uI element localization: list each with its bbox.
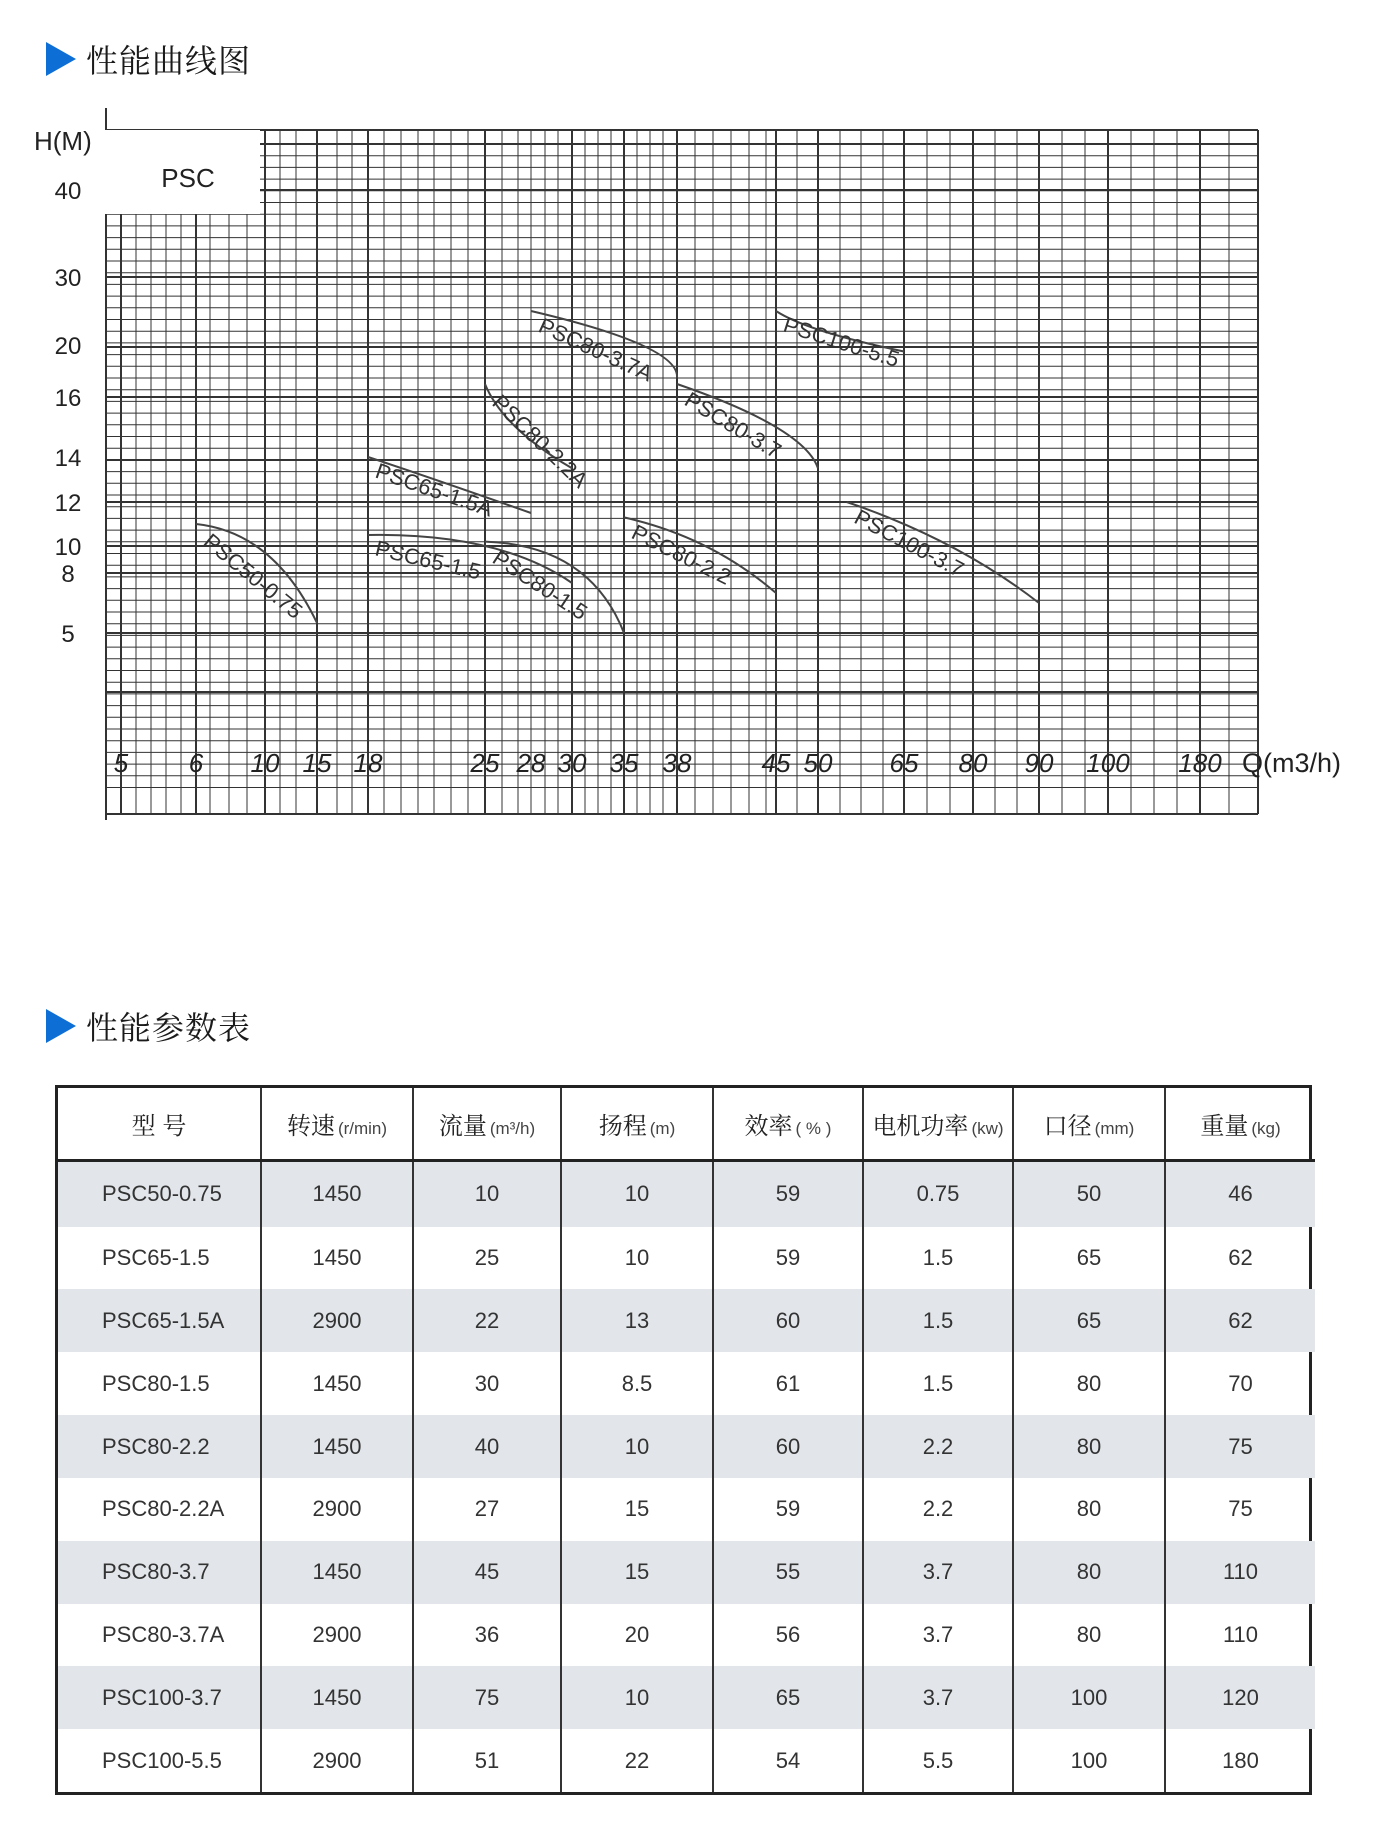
value-cell: 2.2 (863, 1415, 1013, 1478)
value-cell: 80 (1013, 1352, 1165, 1415)
value-cell: 1.5 (863, 1227, 1013, 1290)
table-row (58, 1352, 1315, 1415)
table-row (58, 1604, 1315, 1667)
value-cell: 3.7 (863, 1541, 1013, 1604)
y-tick-label: 12 (54, 490, 82, 517)
value-cell: 20 (561, 1604, 713, 1667)
model-cell: PSC100-5.5 (58, 1729, 261, 1792)
value-cell: 2.2 (863, 1478, 1013, 1541)
value-cell: 8.5 (561, 1352, 713, 1415)
table-header-cell (1013, 1088, 1165, 1161)
value-cell: 100 (1013, 1666, 1165, 1729)
value-cell: 59 (713, 1227, 863, 1290)
x-tick-label: 5 (113, 748, 129, 778)
value-cell: 10 (561, 1227, 713, 1290)
value-cell: 1.5 (863, 1352, 1013, 1415)
performance-curve-chart (0, 100, 1380, 900)
x-tick-label: 50 (803, 748, 833, 778)
table-header-cell (863, 1088, 1013, 1161)
y-tick-label: 10 (54, 534, 82, 561)
value-cell: 3.7 (863, 1666, 1013, 1729)
value-cell: 1450 (261, 1227, 413, 1290)
x-tick-label: 38 (662, 748, 692, 778)
value-cell: 2900 (261, 1604, 413, 1667)
header-unit: (kw) (971, 1119, 1004, 1138)
value-cell: 51 (413, 1729, 561, 1792)
table-row (58, 1478, 1315, 1541)
header-unit: (m) (649, 1119, 676, 1138)
model-cell: PSC80-2.2A (58, 1478, 261, 1541)
value-cell: 1450 (261, 1666, 413, 1729)
value-cell: 62 (1165, 1289, 1315, 1352)
value-cell: 50 (1013, 1161, 1165, 1227)
pump-curve-label: PSC80-2.2 (627, 519, 736, 590)
value-cell: 65 (1013, 1289, 1165, 1352)
value-cell: 2900 (261, 1289, 413, 1352)
value-cell: 15 (561, 1541, 713, 1604)
table-row (58, 1289, 1315, 1352)
value-cell: 62 (1228, 1245, 1253, 1271)
x-tick-label: 25 (470, 748, 500, 778)
value-cell: 40 (413, 1415, 561, 1478)
value-cell: 54 (713, 1729, 863, 1792)
value-cell: 3.7 (863, 1604, 1013, 1667)
table-row (58, 1227, 1315, 1290)
value-cell: 1450 (261, 1352, 413, 1415)
y-tick-label: 8 (61, 561, 75, 588)
header-unit: (r/min) (337, 1119, 388, 1138)
value-cell: 27 (413, 1478, 561, 1541)
pump-curve-label: PSC65-1.5 (372, 535, 484, 585)
value-cell: 70 (1228, 1370, 1253, 1396)
header-unit: (kg) (1251, 1119, 1281, 1138)
value-cell: 80 (1013, 1415, 1165, 1478)
value-cell: 75 (1165, 1415, 1315, 1478)
header-unit: ( % ) (795, 1119, 832, 1138)
model-cell: PSC50-0.75 (58, 1161, 261, 1227)
x-tick-label: 80 (958, 748, 988, 778)
value-cell: 110 (1222, 1621, 1259, 1647)
value-cell: 2900 (261, 1478, 413, 1541)
header-label: 重量 (1200, 1113, 1249, 1140)
header-unit: (m³/h) (489, 1119, 536, 1138)
value-cell: 110 (1165, 1541, 1315, 1604)
model-cell: PSC100-3.7 (58, 1666, 261, 1729)
header-label: 流量 (438, 1113, 487, 1140)
y-tick-label: 20 (54, 333, 82, 360)
value-cell: 61 (713, 1352, 863, 1415)
header-label: 型 号 (131, 1113, 187, 1140)
header-label: 口径 (1043, 1113, 1092, 1140)
value-cell: 0.75 (863, 1161, 1013, 1227)
value-cell: 59 (713, 1478, 863, 1541)
x-tick-label: 65 (889, 748, 919, 778)
model-cell: PSC65-1.5 (58, 1227, 261, 1290)
x-tick-label: 30 (557, 748, 587, 778)
value-cell: 5.5 (863, 1729, 1013, 1792)
value-cell: 80 (1013, 1478, 1165, 1541)
value-cell: 75 (413, 1666, 561, 1729)
value-cell: 22 (561, 1729, 713, 1792)
table-header-cell (713, 1088, 863, 1161)
value-cell: 10 (561, 1415, 713, 1478)
value-cell: 75 (1228, 1496, 1253, 1522)
y-tick-label: 5 (61, 621, 75, 648)
y-axis-label: H(M) (34, 126, 92, 156)
x-tick-label: 6 (188, 748, 204, 778)
value-cell: 30 (413, 1352, 561, 1415)
pump-curve-label: PSC80-1.5 (488, 544, 592, 625)
value-cell: 1450 (261, 1415, 413, 1478)
parameter-table (55, 1085, 1312, 1795)
header-unit: (mm) (1094, 1119, 1135, 1138)
table-section-header (46, 1003, 251, 1049)
table-header-cell (261, 1088, 413, 1161)
model-cell: PSC80-2.2 (58, 1415, 261, 1478)
header-label: 电机功率 (872, 1113, 969, 1140)
x-tick-label: 15 (302, 748, 332, 778)
pump-curve-label: PSC50-0.75 (198, 528, 308, 624)
x-tick-label: 180 (1178, 748, 1222, 778)
value-cell: 65 (1013, 1227, 1165, 1290)
value-cell: 2900 (261, 1729, 413, 1792)
header-label: 效率 (744, 1113, 793, 1140)
pump-curve-label: PSC100-3.7 (850, 504, 969, 583)
value-cell: 60 (713, 1289, 863, 1352)
x-axis-label: Q(m3/h) (1242, 748, 1342, 778)
header-label: 转速 (286, 1113, 335, 1140)
model-cell: PSC80-3.7 (58, 1541, 261, 1604)
pump-curve-label: PSC80-3.7 (680, 386, 786, 464)
value-cell: 100 (1013, 1729, 1165, 1792)
table-header-row (58, 1088, 1315, 1161)
value-cell: 10 (561, 1161, 713, 1227)
table-header-cell (413, 1088, 561, 1161)
y-tick-labels (55, 178, 82, 648)
x-tick-label: 10 (250, 748, 280, 778)
value-cell: 56 (713, 1604, 863, 1667)
x-tick-label: 28 (516, 748, 546, 778)
table-body (58, 1161, 1315, 1793)
table-row (58, 1666, 1315, 1729)
x-tick-label: 45 (761, 748, 791, 778)
model-cell: PSC80-1.5 (58, 1352, 261, 1415)
value-cell: 55 (713, 1541, 863, 1604)
value-cell: 10 (561, 1666, 713, 1729)
table-header-cell (1165, 1088, 1315, 1161)
x-tick-label: 18 (353, 748, 383, 778)
x-tick-label: 90 (1024, 748, 1054, 778)
triangle-bullet-icon (46, 42, 76, 76)
value-cell: 45 (413, 1541, 561, 1604)
table-row (58, 1161, 1315, 1227)
value-cell: 120 (1165, 1666, 1315, 1729)
table-row (58, 1729, 1315, 1792)
value-cell: 80 (1013, 1604, 1165, 1667)
pump-curve-label: PSC65-1.5A (372, 458, 497, 522)
x-tick-label: 100 (1086, 748, 1130, 778)
legend-box-label: PSC (161, 163, 215, 193)
value-cell: 65 (713, 1666, 863, 1729)
pump-curve-label: PSC80-2.2A (487, 389, 593, 493)
value-cell: 180 (1222, 1747, 1259, 1773)
curve-section-title: 性能曲线图 (86, 42, 252, 80)
table-section-title: 性能参数表 (86, 1009, 252, 1047)
value-cell: 1.5 (863, 1289, 1013, 1352)
y-tick-label: 30 (54, 265, 82, 292)
y-tick-label: 14 (54, 445, 82, 472)
chart-grid (106, 108, 1258, 820)
table-header-cell (58, 1088, 261, 1161)
value-cell: 80 (1013, 1541, 1165, 1604)
value-cell: 59 (713, 1161, 863, 1227)
x-tick-label: 35 (609, 748, 639, 778)
triangle-bullet-icon (46, 1009, 76, 1043)
value-cell: 22 (413, 1289, 561, 1352)
value-cell: 15 (561, 1478, 713, 1541)
pump-curve-label: PSC100-5.5 (780, 311, 903, 373)
y-tick-label: 40 (54, 178, 82, 205)
table-row (58, 1541, 1315, 1604)
value-cell: 46 (1165, 1161, 1315, 1227)
value-cell: 1450 (261, 1161, 413, 1227)
header-label: 扬程 (598, 1113, 647, 1140)
value-cell: 60 (713, 1415, 863, 1478)
pump-curve-label: PSC80-3.7A (534, 312, 657, 387)
table-row (58, 1415, 1315, 1478)
value-cell: 25 (413, 1227, 561, 1290)
table-header-cell (561, 1088, 713, 1161)
value-cell: 36 (413, 1604, 561, 1667)
model-cell: PSC80-3.7A (58, 1604, 261, 1667)
curve-section-header (46, 36, 251, 82)
value-cell: 13 (561, 1289, 713, 1352)
y-tick-label: 16 (54, 385, 82, 412)
value-cell: 1450 (261, 1541, 413, 1604)
model-cell: PSC65-1.5A (58, 1289, 261, 1352)
value-cell: 10 (413, 1161, 561, 1227)
